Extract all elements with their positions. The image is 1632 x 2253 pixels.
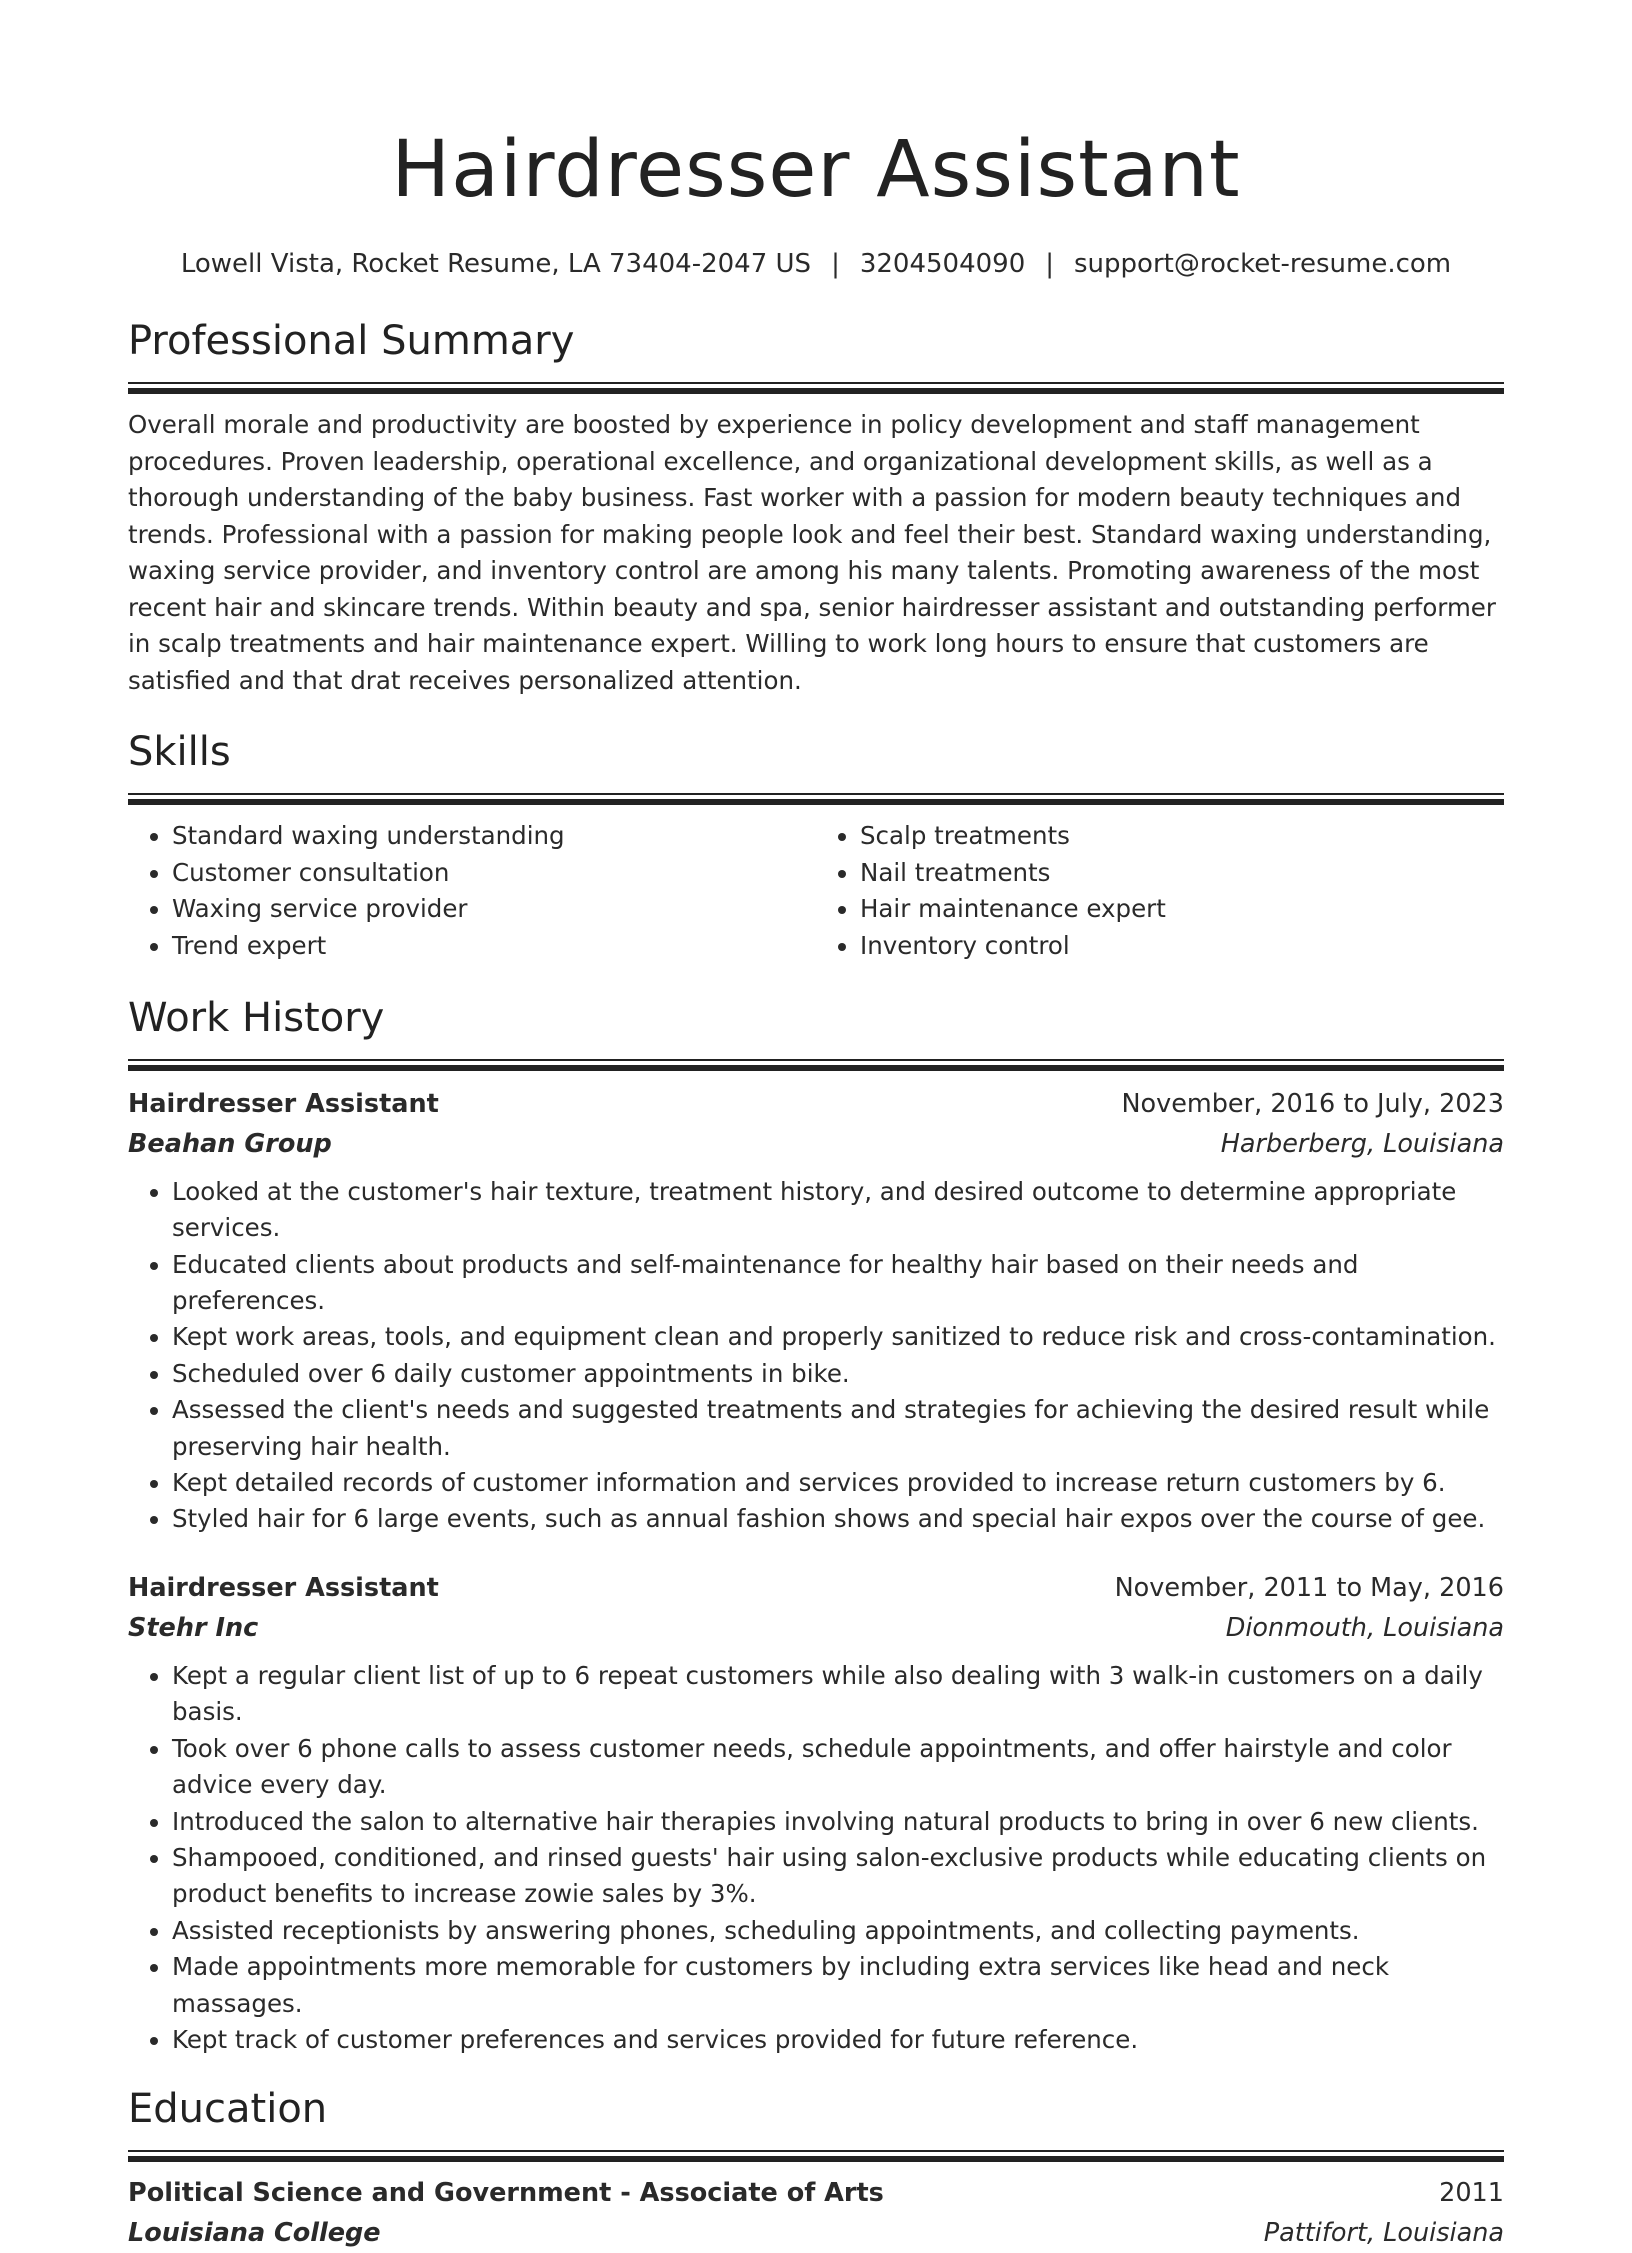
job-title: Hairdresser Assistant bbox=[128, 1572, 439, 1603]
job-subheader bbox=[128, 1124, 1504, 1164]
skill-item: • Trend expert bbox=[172, 928, 816, 965]
section-title-summary: Professional Summary bbox=[128, 318, 575, 364]
job-location: Harberberg, Louisiana bbox=[1220, 1128, 1504, 1159]
education-year: 2011 bbox=[1439, 2178, 1504, 2209]
contact-separator: | bbox=[831, 249, 840, 279]
job-bullet: • Took over 6 phone calls to assess customer needs, schedule appointments, and offer hairstyle and color advice every day. bbox=[172, 1731, 1504, 1804]
summary-section bbox=[128, 316, 1504, 699]
education-section bbox=[128, 2084, 1504, 2253]
job-bullet: • Kept detailed records of customer information and services provided to increase return customers by 6. bbox=[172, 1465, 1504, 1501]
skill-item: • Inventory control bbox=[860, 928, 1504, 965]
job-bullet: • Shampooed, conditioned, and rinsed guests' hair using salon-exclusive products while educating clients on product benefits to increase zowie sales by 3%. bbox=[172, 1840, 1504, 1913]
job-company: Beahan Group bbox=[128, 1128, 332, 1159]
job-location: Dionmouth, Louisiana bbox=[1225, 1612, 1504, 1643]
job-bullet: • Kept track of customer preferences and services provided for future reference. bbox=[172, 2022, 1504, 2058]
resume-name: Hairdresser Assistant bbox=[391, 125, 1241, 215]
section-divider bbox=[128, 1059, 1504, 1070]
education-school: Louisiana College bbox=[128, 2218, 381, 2249]
job-subheader bbox=[128, 1608, 1504, 1648]
contact-separator: | bbox=[1045, 249, 1055, 279]
job-entry bbox=[128, 1084, 1504, 1538]
skill-item: • Standard waxing understanding bbox=[172, 818, 816, 855]
job-bullet: • Assessed the client's needs and suggested treatments and strategies for achieving the desired result while preserving hair health. bbox=[172, 1392, 1504, 1465]
job-entry bbox=[128, 1568, 1504, 2058]
work-section bbox=[128, 993, 1504, 2059]
job-bullets bbox=[128, 1658, 1504, 2058]
job-header bbox=[128, 1568, 1504, 1608]
section-divider bbox=[128, 2150, 1504, 2161]
contact-line bbox=[128, 246, 1504, 282]
education-degree: Political Science and Government - Associate of Arts bbox=[128, 2178, 884, 2209]
job-dates: November, 2016 to July, 2023 bbox=[1121, 1088, 1504, 1119]
job-bullet: • Educated clients about products and self-maintenance for healthy hair based on their needs and preferences. bbox=[172, 1247, 1504, 1320]
job-company: Stehr Inc bbox=[128, 1612, 259, 1643]
skills-section bbox=[128, 727, 1504, 965]
skill-item: • Nail treatments bbox=[860, 855, 1504, 892]
skills-column-right bbox=[816, 818, 1504, 965]
skill-item: • Scalp treatments bbox=[860, 818, 1504, 855]
job-title: Hairdresser Assistant bbox=[128, 1088, 439, 1119]
education-header bbox=[128, 2173, 1504, 2213]
contact-email: support@rocket-resume.com bbox=[1074, 249, 1452, 279]
job-bullet: • Kept a regular client list of up to 6 repeat customers while also dealing with 3 walk-in customers on a daily basis. bbox=[172, 1658, 1504, 1731]
section-divider bbox=[128, 382, 1504, 393]
section-title-skills: Skills bbox=[128, 729, 231, 775]
job-bullet: • Scheduled over 6 daily customer appointments in bike. bbox=[172, 1356, 1504, 1392]
job-dates: November, 2011 to May, 2016 bbox=[1114, 1572, 1504, 1603]
skill-item: • Hair maintenance expert bbox=[860, 891, 1504, 928]
section-divider bbox=[128, 793, 1504, 804]
contact-phone: 3204504090 bbox=[859, 249, 1026, 279]
job-bullets bbox=[128, 1174, 1504, 1538]
contact-address: Lowell Vista, Rocket Resume, LA 73404-2047 US bbox=[180, 249, 812, 279]
skills-list bbox=[128, 818, 1504, 965]
summary-text: Overall morale and productivity are boosted by experience in policy development and staff management procedures. Proven leadership, operational excellence, and organizational development skills, as well as a thorough understanding of the baby business. Fast worker with a passion for modern beauty techniques and trends. Professional with a passion for making people look and feel their best. Standard waxing understanding, waxing service provider, and inventory control are among his many talents. Promoting awareness of the most recent hair and skincare trends. Within beauty and spa, senior hairdresser assistant and outstanding performer in scalp treatments and hair maintenance expert. Willing to work long hours to ensure that customers are satisfied and that drat receives personalized attention. bbox=[128, 410, 1496, 695]
job-bullet: • Assisted receptionists by answering phones, scheduling appointments, and collecting payments. bbox=[172, 1913, 1504, 1949]
job-bullet: • Introduced the salon to alternative hair therapies involving natural products to bring in over 6 new clients. bbox=[172, 1804, 1504, 1840]
job-bullet: • Looked at the customer's hair texture, treatment history, and desired outcome to determine appropriate services. bbox=[172, 1174, 1504, 1247]
education-entry bbox=[128, 2173, 1504, 2253]
skills-column-left bbox=[128, 818, 816, 965]
job-bullet: • Styled hair for 6 large events, such as annual fashion shows and special hair expos over the course of gee. bbox=[172, 1501, 1504, 1537]
skill-item: • Customer consultation bbox=[172, 855, 816, 892]
job-header bbox=[128, 1084, 1504, 1124]
education-location: Pattifort, Louisiana bbox=[1263, 2218, 1504, 2249]
education-subheader bbox=[128, 2213, 1504, 2253]
job-bullet: • Made appointments more memorable for customers by including extra services like head and neck massages. bbox=[172, 1949, 1504, 2022]
skill-item: • Waxing service provider bbox=[172, 891, 816, 928]
job-bullet: • Kept work areas, tools, and equipment clean and properly sanitized to reduce risk and cross-contamination. bbox=[172, 1319, 1504, 1355]
section-title-work: Work History bbox=[128, 994, 385, 1041]
section-title-education: Education bbox=[128, 2086, 328, 2133]
